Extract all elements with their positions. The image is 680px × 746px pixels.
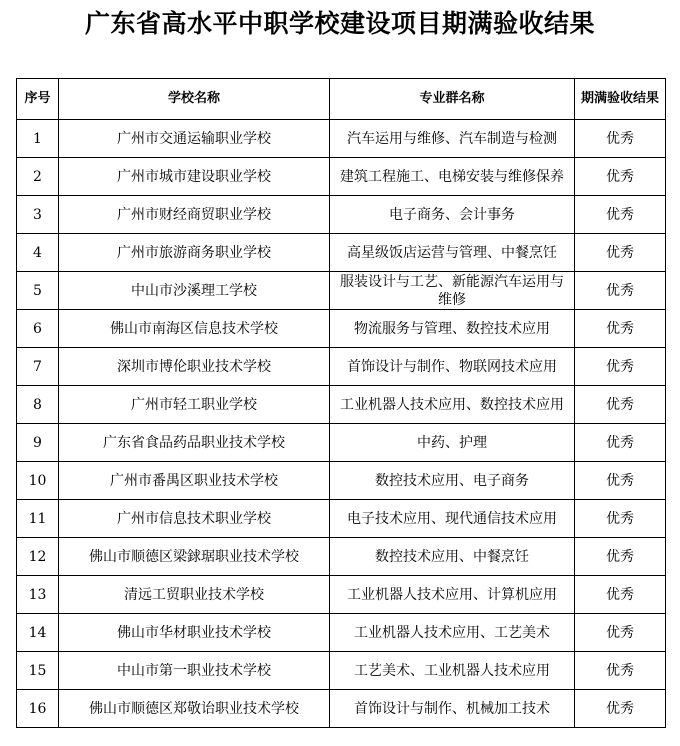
acceptance-result: 优秀	[575, 614, 666, 652]
row-number: 1	[17, 120, 59, 158]
header-school: 学校名称	[59, 79, 330, 120]
row-number: 4	[17, 234, 59, 272]
major-group: 数控技术应用、中餐烹饪	[330, 538, 575, 576]
table-row	[17, 234, 666, 272]
school-name: 广东省食品药品职业技术学校	[59, 424, 330, 462]
row-number: 13	[17, 576, 59, 614]
school-name: 佛山市顺德区郑敬诒职业技术学校	[59, 690, 330, 728]
school-name: 广州市轻工职业学校	[59, 386, 330, 424]
school-name: 广州市财经商贸职业学校	[59, 196, 330, 234]
table-row	[17, 196, 666, 234]
table-row	[17, 120, 666, 158]
acceptance-result: 优秀	[575, 462, 666, 500]
acceptance-results-table	[16, 78, 666, 728]
row-number: 12	[17, 538, 59, 576]
major-group: 服装设计与工艺、新能源汽车运用与维修	[330, 272, 575, 310]
row-number: 2	[17, 158, 59, 196]
major-group: 工艺美术、工业机器人技术应用	[330, 652, 575, 690]
school-name: 佛山市华材职业技术学校	[59, 614, 330, 652]
major-group: 建筑工程施工、电梯安装与维修保养	[330, 158, 575, 196]
table-row	[17, 310, 666, 348]
major-group: 首饰设计与制作、机械加工技术	[330, 690, 575, 728]
major-group: 汽车运用与维修、汽车制造与检测	[330, 120, 575, 158]
major-group: 物流服务与管理、数控技术应用	[330, 310, 575, 348]
school-name: 广州市旅游商务职业学校	[59, 234, 330, 272]
major-group: 工业机器人技术应用、工艺美术	[330, 614, 575, 652]
row-number: 8	[17, 386, 59, 424]
row-number: 11	[17, 500, 59, 538]
acceptance-result: 优秀	[575, 310, 666, 348]
row-number: 14	[17, 614, 59, 652]
acceptance-result: 优秀	[575, 120, 666, 158]
table-row	[17, 652, 666, 690]
table-row	[17, 614, 666, 652]
school-name: 中山市第一职业技术学校	[59, 652, 330, 690]
school-name: 深圳市博伦职业技术学校	[59, 348, 330, 386]
table-row	[17, 424, 666, 462]
major-group: 电子技术应用、现代通信技术应用	[330, 500, 575, 538]
major-group: 工业机器人技术应用、计算机应用	[330, 576, 575, 614]
acceptance-result: 优秀	[575, 500, 666, 538]
major-group: 工业机器人技术应用、数控技术应用	[330, 386, 575, 424]
table-row	[17, 462, 666, 500]
row-number: 7	[17, 348, 59, 386]
row-number: 10	[17, 462, 59, 500]
acceptance-result: 优秀	[575, 386, 666, 424]
major-group: 电子商务、会计事务	[330, 196, 575, 234]
school-name: 广州市交通运输职业学校	[59, 120, 330, 158]
major-group: 中药、护理	[330, 424, 575, 462]
table-row	[17, 500, 666, 538]
school-name: 佛山市顺德区梁銶琚职业技术学校	[59, 538, 330, 576]
table-header-row	[17, 79, 666, 120]
table-row	[17, 348, 666, 386]
row-number: 6	[17, 310, 59, 348]
row-number: 15	[17, 652, 59, 690]
school-name: 广州市番禺区职业技术学校	[59, 462, 330, 500]
acceptance-result: 优秀	[575, 576, 666, 614]
acceptance-result: 优秀	[575, 690, 666, 728]
header-no: 序号	[17, 79, 59, 120]
acceptance-result: 优秀	[575, 424, 666, 462]
table-row	[17, 158, 666, 196]
school-name: 佛山市南海区信息技术学校	[59, 310, 330, 348]
school-name: 广州市信息技术职业学校	[59, 500, 330, 538]
table-row	[17, 538, 666, 576]
acceptance-result: 优秀	[575, 652, 666, 690]
acceptance-result: 优秀	[575, 272, 666, 310]
acceptance-result: 优秀	[575, 234, 666, 272]
table-row	[17, 576, 666, 614]
table-row	[17, 386, 666, 424]
acceptance-result: 优秀	[575, 538, 666, 576]
table-row	[17, 272, 666, 310]
major-group: 首饰设计与制作、物联网技术应用	[330, 348, 575, 386]
row-number: 9	[17, 424, 59, 462]
school-name: 清远工贸职业技术学校	[59, 576, 330, 614]
acceptance-result: 优秀	[575, 348, 666, 386]
header-result: 期满验收结果	[575, 79, 666, 120]
acceptance-result: 优秀	[575, 196, 666, 234]
row-number: 3	[17, 196, 59, 234]
school-name: 广州市城市建设职业学校	[59, 158, 330, 196]
table-row	[17, 690, 666, 728]
major-group: 高星级饭店运营与管理、中餐烹饪	[330, 234, 575, 272]
row-number: 5	[17, 272, 59, 310]
header-major: 专业群名称	[330, 79, 575, 120]
major-group: 数控技术应用、电子商务	[330, 462, 575, 500]
school-name: 中山市沙溪理工学校	[59, 272, 330, 310]
acceptance-result: 优秀	[575, 158, 666, 196]
page-title: 广东省高水平中职学校建设项目期满验收结果	[84, 9, 595, 38]
row-number: 16	[17, 690, 59, 728]
